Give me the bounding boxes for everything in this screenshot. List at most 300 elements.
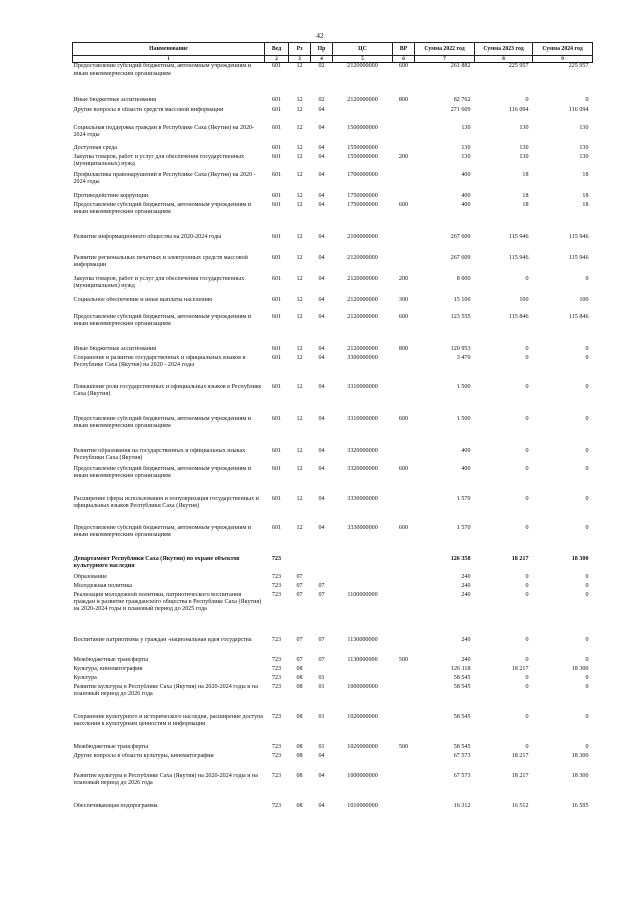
row-ved: 601 <box>271 233 282 240</box>
row-sum-2024: 0 <box>585 465 589 472</box>
table-row <box>73 637 593 657</box>
row-sum-2023: 18 <box>522 171 529 178</box>
row-rz: 08 <box>296 802 303 809</box>
row-cs: 1130000000 <box>347 656 378 663</box>
row-vr <box>393 255 415 276</box>
row-sum-2024: 0 <box>585 345 589 352</box>
row-pr: 04 <box>318 447 325 454</box>
row-ved: 723 <box>271 713 282 720</box>
table-row <box>73 714 593 744</box>
row-ved: 723 <box>271 591 282 598</box>
row-rz: 12 <box>296 296 303 303</box>
table-row <box>73 346 593 355</box>
row-sum-2023: 116 094 <box>508 106 529 113</box>
row-ved: 601 <box>271 144 282 151</box>
row-name: Предоставление субсидий бюджетным, автономным учреждениям и иным некоммерческим организациям <box>73 63 252 77</box>
row-pr: 01 <box>318 674 325 681</box>
row-cs: 2120000000 <box>347 63 378 70</box>
table-row <box>73 255 593 276</box>
row-sum-2023: 18 217 <box>511 772 529 779</box>
row-sum-2023: 130 <box>519 153 529 160</box>
row-ved: 601 <box>271 106 282 113</box>
row-vr: 500 <box>398 656 409 663</box>
row-vr: 800 <box>398 345 409 352</box>
row-ved: 723 <box>271 582 282 589</box>
row-rz: 12 <box>296 233 303 240</box>
row-rz: 12 <box>296 415 303 422</box>
row-pr: 04 <box>318 171 325 178</box>
row-ved: 601 <box>271 124 282 131</box>
header-cell: Сумма 2023 год <box>475 43 533 56</box>
table-row <box>73 666 593 675</box>
row-vr <box>393 496 415 525</box>
row-cs: 3330000000 <box>347 495 378 502</box>
row-cs: 3320000000 <box>347 447 378 454</box>
table-row <box>73 684 593 714</box>
table-row <box>73 556 593 574</box>
column-number: 2 <box>265 56 289 63</box>
row-sum-2022: 267 609 <box>450 233 471 240</box>
row-sum-2022: 240 <box>461 582 471 589</box>
row-rz: 07 <box>296 573 303 580</box>
row-sum-2023: 0 <box>525 345 529 352</box>
row-rz: 08 <box>296 772 303 779</box>
table-row <box>73 314 593 346</box>
row-cs: 1750000000 <box>347 192 378 199</box>
table-row <box>73 466 593 496</box>
row-name: Культура, кинематография <box>73 665 143 672</box>
row-cs: 2100000000 <box>347 233 378 240</box>
table-row <box>73 125 593 145</box>
row-sum-2024: 115 846 <box>568 313 589 320</box>
row-ved: 601 <box>271 383 282 390</box>
header-cell: Вед <box>265 43 289 56</box>
header-row <box>73 43 593 56</box>
row-name: Профилактика правонарушений в Республике Саха (Якутия) на 2020 - 2024 годы <box>73 171 256 186</box>
row-rz: 12 <box>296 313 303 320</box>
table-row <box>73 416 593 448</box>
row-pr: 04 <box>318 233 325 240</box>
row-ved: 723 <box>271 674 282 681</box>
header-cell: Сумма 2022 год <box>415 43 475 56</box>
row-vr <box>393 145 415 154</box>
row-pr <box>311 556 333 574</box>
row-sum-2023: 0 <box>525 354 529 361</box>
row-sum-2023: 0 <box>525 465 529 472</box>
column-number: 4 <box>311 56 333 63</box>
row-sum-2023: 0 <box>525 683 529 690</box>
row-name: Межбюджетные трансферты <box>73 656 149 663</box>
row-sum-2022: 1 570 <box>456 495 471 502</box>
row-cs: 3330000000 <box>347 524 378 531</box>
row-pr: 04 <box>318 524 325 531</box>
row-name: Предоставление субсидий бюджетным, автономным учреждениям и иным некоммерческим организациям <box>73 524 252 539</box>
row-sum-2023: 115 946 <box>508 233 529 240</box>
row-sum-2022: 240 <box>461 656 471 663</box>
row-sum-2022: 240 <box>461 636 471 643</box>
table-row <box>73 63 593 97</box>
row-ved: 601 <box>271 254 282 261</box>
row-sum-2023: 18 <box>522 201 529 208</box>
row-pr: 07 <box>318 636 325 643</box>
row-rz: 07 <box>296 591 303 598</box>
row-ved: 723 <box>271 656 282 663</box>
row-rz: 12 <box>296 495 303 502</box>
row-pr: 04 <box>318 254 325 261</box>
row-cs <box>333 556 393 574</box>
row-sum-2024: 116 094 <box>568 106 589 113</box>
row-vr <box>393 637 415 657</box>
row-vr <box>393 592 415 637</box>
row-ved: 601 <box>271 524 282 531</box>
row-name: Закупка товаров, работ и услуг для обеспечения государственных (муниципальных) нужд <box>73 153 245 168</box>
row-sum-2024: 0 <box>585 636 589 643</box>
row-sum-2024: 18 <box>582 192 589 199</box>
row-sum-2023: 0 <box>525 674 529 681</box>
table-row <box>73 193 593 202</box>
table-row <box>73 583 593 592</box>
row-sum-2022: 126 358 <box>450 555 471 562</box>
row-sum-2024: 115 946 <box>568 233 589 240</box>
row-vr: 500 <box>398 743 409 750</box>
column-number: 8 <box>475 56 533 63</box>
row-sum-2022: 82 762 <box>453 96 471 103</box>
header-cell: Сумма 2024 год <box>533 43 593 56</box>
row-pr: 04 <box>318 296 325 303</box>
row-sum-2023: 100 <box>519 296 529 303</box>
row-sum-2022: 126 118 <box>450 665 471 672</box>
row-pr <box>311 666 333 675</box>
row-ved: 601 <box>271 447 282 454</box>
row-name: Реализация молодежной политики, патриотического воспитания граждан и развитие гражданского общества в Республике Саха (Якутия) на 2020-2024 годы и плановый период до 2025 года <box>73 591 262 613</box>
row-name: Развитие культуры в Республике Саха (Якутия) на 2020-2024 годы и на плановый период до 2026 года <box>73 772 258 787</box>
row-name: Обеспечивающая подпрограмма <box>73 802 158 809</box>
column-number-row <box>73 56 593 63</box>
row-pr: 04 <box>318 495 325 502</box>
row-vr: 200 <box>398 275 409 282</box>
row-sum-2024: 0 <box>585 573 589 580</box>
row-cs: 2120000000 <box>347 96 378 103</box>
row-sum-2022: 267 609 <box>450 254 471 261</box>
row-name: Другие вопросы в области средств массовой информации <box>73 106 224 113</box>
row-rz: 08 <box>296 674 303 681</box>
row-name: Предоставление субсидий бюджетным, автономным учреждениям и иным некоммерческим организациям <box>73 313 252 328</box>
table-row <box>73 753 593 773</box>
row-ved: 601 <box>271 171 282 178</box>
row-rz: 12 <box>296 465 303 472</box>
row-rz: 12 <box>296 144 303 151</box>
row-vr <box>393 574 415 583</box>
row-sum-2022: 1 500 <box>456 415 471 422</box>
row-pr: 04 <box>318 106 325 113</box>
row-sum-2024: 0 <box>585 656 589 663</box>
row-sum-2024: 115 946 <box>568 254 589 261</box>
row-vr <box>393 384 415 416</box>
row-ved: 601 <box>271 354 282 361</box>
table-row <box>73 744 593 753</box>
row-sum-2023: 0 <box>525 96 529 103</box>
row-sum-2023: 130 <box>519 144 529 151</box>
row-cs: 1550000000 <box>347 144 378 151</box>
row-pr: 04 <box>318 415 325 422</box>
row-sum-2022: 400 <box>461 447 471 454</box>
row-ved: 601 <box>271 345 282 352</box>
row-ved: 601 <box>271 275 282 282</box>
column-number: 6 <box>393 56 415 63</box>
row-name: Предоставление субсидий бюджетным, автономным учреждениям и иным некоммерческим организациям <box>73 465 252 480</box>
row-sum-2022: 1 500 <box>456 383 471 390</box>
row-sum-2024: 130 <box>579 153 589 160</box>
row-vr <box>393 583 415 592</box>
row-ved: 723 <box>271 636 282 643</box>
row-name: Сохранение культурного и исторического наследия, расширение доступа населения к культурным ценностям и информации <box>73 713 264 728</box>
table-row <box>73 525 593 556</box>
row-sum-2023: 0 <box>525 582 529 589</box>
row-sum-2024: 0 <box>585 683 589 690</box>
row-vr <box>393 193 415 202</box>
row-ved: 723 <box>271 772 282 779</box>
row-ved: 723 <box>271 573 282 580</box>
row-name: Развитие региональных печатных и электронных средств массовой информации <box>73 254 248 269</box>
row-sum-2024: 18 300 <box>571 555 589 562</box>
row-ved: 723 <box>271 555 282 562</box>
table-row <box>73 297 593 314</box>
row-pr: 04 <box>318 313 325 320</box>
row-vr: 800 <box>398 96 409 103</box>
row-cs: 1000000000 <box>347 683 378 690</box>
row-ved: 601 <box>271 313 282 320</box>
row-ved: 601 <box>271 63 282 70</box>
row-sum-2022: 1 570 <box>456 524 471 531</box>
row-pr: 07 <box>318 656 325 663</box>
row-rz: 08 <box>296 683 303 690</box>
row-vr <box>393 753 415 773</box>
row-name: Другие вопросы в области культуры, кинематографии <box>73 752 214 759</box>
row-cs: 1550000000 <box>347 153 378 160</box>
row-vr <box>393 172 415 193</box>
row-name: Иные бюджетные ассигнования <box>73 345 157 352</box>
row-vr <box>393 556 415 574</box>
row-cs: 1100000000 <box>347 591 378 598</box>
row-rz: 08 <box>296 713 303 720</box>
row-sum-2023: 18 <box>522 192 529 199</box>
row-name: Развитие образования на государственных и официальных языках Республики Саха (Якутия) <box>73 447 246 462</box>
row-ved: 601 <box>271 153 282 160</box>
row-sum-2022: 400 <box>461 201 471 208</box>
row-ved: 723 <box>271 743 282 750</box>
row-ved: 601 <box>271 192 282 199</box>
row-sum-2024: 100 <box>579 296 589 303</box>
row-sum-2023: 0 <box>525 383 529 390</box>
page-number: 42 <box>316 31 324 40</box>
row-pr: 04 <box>318 345 325 352</box>
row-cs: 3310000000 <box>347 383 378 390</box>
row-vr <box>393 125 415 145</box>
row-rz: 12 <box>296 63 303 70</box>
row-sum-2022: 8 000 <box>456 275 471 282</box>
table-row <box>73 154 593 172</box>
row-sum-2023: 0 <box>525 636 529 643</box>
row-rz: 12 <box>296 447 303 454</box>
table-row <box>73 496 593 525</box>
row-rz: 07 <box>296 582 303 589</box>
table-row <box>73 202 593 234</box>
row-cs: 1020000000 <box>347 713 378 720</box>
row-name: Образование <box>73 573 107 580</box>
row-sum-2024: 18 300 <box>571 752 589 759</box>
row-cs <box>333 583 393 592</box>
row-cs: 2120000000 <box>347 296 378 303</box>
row-pr: 04 <box>318 144 325 151</box>
row-sum-2023: 0 <box>525 275 529 282</box>
row-sum-2023: 16 512 <box>511 802 529 809</box>
row-sum-2022: 16 312 <box>453 802 471 809</box>
row-vr: 600 <box>398 465 409 472</box>
row-vr <box>393 803 415 813</box>
row-sum-2024: 0 <box>585 354 589 361</box>
row-ved: 601 <box>271 296 282 303</box>
row-sum-2022: 400 <box>461 192 471 199</box>
row-pr: 04 <box>318 124 325 131</box>
row-cs: 1750000000 <box>347 201 378 208</box>
row-sum-2022: 58 545 <box>453 713 471 720</box>
table-row <box>73 172 593 193</box>
row-sum-2022: 58 545 <box>453 743 471 750</box>
column-number: 9 <box>533 56 593 63</box>
row-sum-2022: 400 <box>461 171 471 178</box>
row-cs: 1000000000 <box>347 772 378 779</box>
row-ved: 723 <box>271 665 282 672</box>
row-rz: 12 <box>296 201 303 208</box>
row-name: Повышение роли государственных и официальных языков в Республике Саха (Якутия) <box>73 383 262 398</box>
row-sum-2023: 0 <box>525 447 529 454</box>
row-vr <box>393 355 415 384</box>
column-number: 3 <box>289 56 311 63</box>
row-sum-2023: 0 <box>525 415 529 422</box>
row-rz: 12 <box>296 171 303 178</box>
row-name: Сохранение и развитие государственных и официальных языков в Республике Саха (Якутия) на 2020 - 2024 годы <box>73 354 246 369</box>
row-cs: 1010000000 <box>347 802 378 809</box>
row-vr <box>393 773 415 803</box>
row-sum-2023: 0 <box>525 591 529 598</box>
table-row <box>73 592 593 637</box>
row-pr: 04 <box>318 465 325 472</box>
row-rz: 08 <box>296 743 303 750</box>
row-vr: 200 <box>398 153 409 160</box>
row-vr <box>393 675 415 684</box>
row-pr: 04 <box>318 153 325 160</box>
row-sum-2022: 130 <box>461 153 471 160</box>
row-cs: 1020000000 <box>347 743 378 750</box>
row-cs: 2120000000 <box>347 345 378 352</box>
table-row <box>73 107 593 125</box>
row-vr <box>393 448 415 466</box>
row-vr: 600 <box>398 201 409 208</box>
row-ved: 723 <box>271 802 282 809</box>
row-ved: 601 <box>271 96 282 103</box>
row-pr: 01 <box>318 743 325 750</box>
row-sum-2022: 123 555 <box>450 313 471 320</box>
column-number: 5 <box>333 56 393 63</box>
row-name: Расширение сферы использования и популяризация государственных и официальных языков Республики Саха (Якутия) <box>73 495 259 510</box>
table-row <box>73 803 593 813</box>
row-cs <box>333 574 393 583</box>
row-pr: 04 <box>318 201 325 208</box>
row-sum-2024: 0 <box>585 96 589 103</box>
row-pr: 04 <box>318 354 325 361</box>
row-vr: 600 <box>398 63 409 70</box>
header-cell: Рз <box>289 43 311 56</box>
row-pr: 04 <box>318 772 325 779</box>
row-sum-2023: 18 217 <box>511 555 529 562</box>
row-sum-2024: 0 <box>585 582 589 589</box>
row-ved: 723 <box>271 683 282 690</box>
row-rz: 12 <box>296 254 303 261</box>
row-sum-2023: 0 <box>525 573 529 580</box>
table-row <box>73 773 593 803</box>
row-sum-2023: 115 846 <box>508 313 529 320</box>
row-rz: 12 <box>296 96 303 103</box>
row-sum-2023: 18 217 <box>511 665 529 672</box>
row-sum-2024: 225 957 <box>568 63 589 70</box>
row-sum-2022: 15 100 <box>453 296 471 303</box>
header-cell: ЦС <box>333 43 393 56</box>
row-rz: 12 <box>296 192 303 199</box>
row-pr: 01 <box>318 683 325 690</box>
row-pr: 02 <box>318 63 325 70</box>
row-name: Межбюджетные трансферты <box>73 743 149 750</box>
row-cs <box>333 107 393 125</box>
row-sum-2023: 130 <box>519 124 529 131</box>
row-sum-2024: 16 595 <box>571 802 589 809</box>
row-cs: 3320000000 <box>347 465 378 472</box>
row-sum-2024: 18 300 <box>571 772 589 779</box>
row-vr <box>393 684 415 714</box>
row-vr <box>393 714 415 744</box>
row-rz <box>289 556 311 574</box>
row-sum-2022: 58 545 <box>453 674 471 681</box>
row-sum-2022: 67 573 <box>453 772 471 779</box>
header-cell: Пр <box>311 43 333 56</box>
row-cs: 1700000000 <box>347 171 378 178</box>
table-row <box>73 355 593 384</box>
column-number: 1 <box>73 56 265 63</box>
row-ved: 601 <box>271 415 282 422</box>
table-row <box>73 234 593 255</box>
row-cs <box>333 666 393 675</box>
row-sum-2024: 18 300 <box>571 665 589 672</box>
row-sum-2024: 0 <box>585 674 589 681</box>
row-rz: 08 <box>296 752 303 759</box>
row-name: Культура <box>73 674 97 681</box>
row-sum-2024: 130 <box>579 124 589 131</box>
row-rz: 07 <box>296 656 303 663</box>
row-sum-2022: 120 953 <box>450 345 471 352</box>
row-pr <box>311 574 333 583</box>
row-sum-2023: 18 217 <box>511 752 529 759</box>
table-body <box>73 63 593 813</box>
row-sum-2023: 0 <box>525 656 529 663</box>
row-name: Воспитание патриотизма у граждан -национальная идея государства <box>73 636 252 643</box>
row-name: Департамент Республики Саха (Якутия) по охране объектов культурного наследия <box>73 555 240 570</box>
row-sum-2022: 261 882 <box>450 63 471 70</box>
row-pr: 04 <box>318 802 325 809</box>
table-row <box>73 145 593 154</box>
row-vr: 300 <box>398 296 409 303</box>
row-ved: 601 <box>271 465 282 472</box>
row-pr: 04 <box>318 275 325 282</box>
table-row <box>73 448 593 466</box>
